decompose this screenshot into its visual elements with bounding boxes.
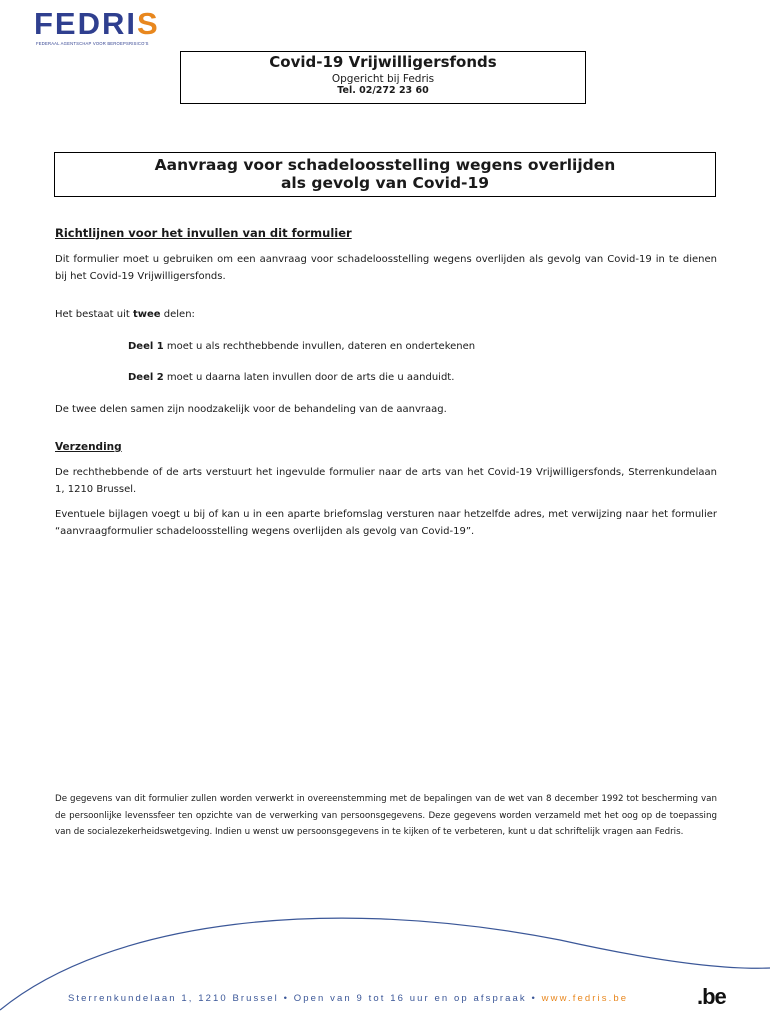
fedris-logo [34,6,160,42]
guidelines-together: De twee delen samen zijn noodzakelijk voor de behandeling van de aanvraag. [55,404,447,415]
form-title-line2: als gevolg van Covid-19 [280,174,490,192]
header-title: Covid-19 Vrijwilligersfonds [269,53,497,71]
guidelines-parts-line [55,306,717,323]
form-title-line1: Aanvraag voor schadeloosstelling wegens overlijden [154,156,616,174]
part2-label: Deel 2 [128,372,164,383]
guidelines-heading: Richtlijnen voor het invullen van dit formulier [55,226,352,240]
shipping-heading: Verzending [55,441,122,453]
logo-text-part2: S [137,6,160,41]
footer-website-link[interactable]: www.fedris.be [541,993,629,1004]
logo-tagline: FEDERAAL AGENTSCHAP VOOR BEROEPSRISICO'S [36,41,149,46]
part2-text: moet u daarna laten invullen door de arts die u aanduidt. [166,372,455,383]
be-logo: .be [697,984,726,1009]
header-subtitle: Opgericht bij Fedris [331,73,435,85]
parts-suffix: delen: [163,309,195,320]
part1-text: moet u als rechthebbende invullen, dateren en ondertekenen [166,341,476,352]
footer-swoosh [0,900,770,1024]
part1-line [128,338,718,355]
part1-label: Deel 1 [128,341,164,352]
privacy-notice: De gegevens van dit formulier zullen worden verwerkt in overeenstemming met de bepalingen van de wet van 8 december 1992 tot bescherming van de persoonlijke levenssfeer ten opzichte van de verwerking van persoonsgegevens. Deze gegevens worden verzameld met het oog op de toepassing van de socialezekerheidswetgeving. Indien u wenst uw persoonsgegevens in te kijken of te verbeteren, kunt u dat schriftelijk vragen aan Fedris. [55,794,717,837]
parts-prefix: Het bestaat uit [55,309,130,320]
header-box [180,51,586,104]
guidelines-intro: Dit formulier moet u gebruiken om een aanvraag voor schadeloosstelling wegens overlijden als gevolg van Covid-19 in te dienen bij het Covid-19 Vrijwilligersfonds. [55,254,717,282]
part2-line [128,369,718,386]
shipping-para1: De rechthebbende of de arts verstuurt het ingevulde formulier naar de arts van het Covid-19 Vrijwilligersfonds, Sterrenkundelaan 1, 1210 Brussel. [55,467,717,495]
logo-text-part1: FEDRI [34,6,137,41]
shipping-para2: Eventuele bijlagen voegt u bij of kan u in een aparte briefomslag versturen naar hetzelfde adres, met verwijzing naar het formulier “aanvraagformulier schadeloosstelling wegens overlijden als gevolg van Covid-19”. [55,509,717,537]
footer-address [68,993,628,1004]
header-phone: Tel. 02/272 23 60 [337,85,429,96]
parts-bold: twee [132,309,161,320]
form-title-box [54,152,716,197]
footer-address-text: Sterrenkundelaan 1, 1210 Brussel • Open van 9 tot 16 uur en op afspraak • [68,993,542,1004]
